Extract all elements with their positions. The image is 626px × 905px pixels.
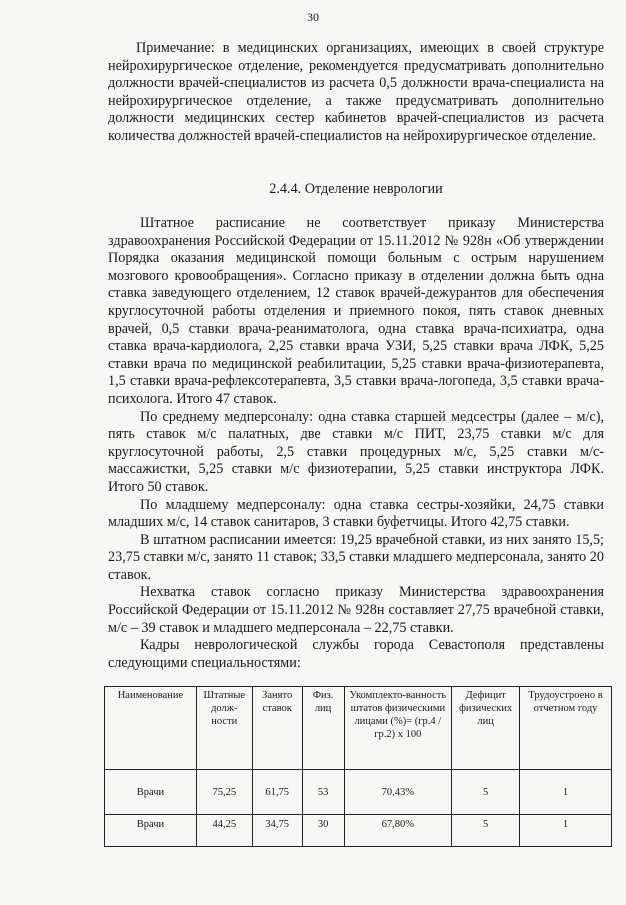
table-cell: 30 bbox=[302, 815, 344, 847]
page-number: 30 bbox=[307, 10, 319, 24]
table-row bbox=[105, 770, 612, 815]
header-name: Наименование bbox=[105, 687, 197, 770]
header-individuals: Физ. лиц bbox=[302, 687, 344, 770]
header-occupied: Занято ставок bbox=[252, 687, 302, 770]
table-cell: 1 bbox=[520, 815, 612, 847]
table-cell: 61,75 bbox=[252, 770, 302, 815]
table-row bbox=[105, 815, 612, 847]
table-cell: Врачи bbox=[105, 815, 197, 847]
table-cell: 5 bbox=[452, 815, 520, 847]
table-cell: 53 bbox=[302, 770, 344, 815]
paragraph-table-intro: Кадры неврологической службы города Севастополя представлены следующими специальностями: bbox=[108, 637, 604, 671]
paragraph-nursing: По среднему медперсоналу: одна ставка старшей медсестры (далее – м/с), пять ставок м/с палатных, две ставки м/с ПИТ, 23,75 ставки м/с для круглосуточной работы, 2,5 ставки процедурных м/с, 5,25 ставки м/с-массажистки, 5,25 ставки м/с физиотерапии, 5,25 ставки инструктора ЛФК. Итого 50 ставок. bbox=[108, 408, 604, 495]
header-positions: Штатные долж-ности bbox=[196, 687, 252, 770]
table-cell: 75,25 bbox=[196, 770, 252, 815]
header-staffing-rate: Укомплекто-ванность штатов физическими лицами (%)= (гр.4 / гр.2) х 100 bbox=[344, 687, 452, 770]
table-cell: Врачи bbox=[105, 770, 197, 815]
table-header-row bbox=[105, 687, 612, 770]
header-deficit: Дефицит физических лиц bbox=[452, 687, 520, 770]
table-cell: 67,80% bbox=[344, 815, 452, 847]
section-body bbox=[108, 215, 604, 672]
header-hired: Трудоустроено в отчетном году bbox=[520, 687, 612, 770]
table-cell: 5 bbox=[452, 770, 520, 815]
table-cell: 70,43% bbox=[344, 770, 452, 815]
table-cell: 44,25 bbox=[196, 815, 252, 847]
note-paragraph: Примечание: в медицинских организациях, имеющих в своей структуре нейрохирургическое отделение, рекомендуется предусматривать дополнительно должности врачей-специалистов из расчета 0,5 должности врача-специалиста на нейрохирургическое отделение, а также предусматривать дополнительно должности медицинских сестер кабинетов врачей-специалистов из расчета количества должностей врачей-специалистов на нейрохирургическое отделение. bbox=[108, 40, 604, 144]
paragraph-current-schedule: В штатном расписании имеется: 19,25 врачебной ставки, из них занято 15,5; 23,75 ставки м/с, занято 11 ставок; 33,5 ставки младшего медперсонала, занято 20 ставок. bbox=[108, 531, 604, 583]
paragraph-staffing: Штатное расписание не соответствует приказу Министерства здравоохранения Российской Федерации от 15.11.2012 № 928н «Об утверждении Порядка оказания медицинской помощи больным с острым нарушением мозгового кровообращения». Согласно приказу в отделении должна быть одна ставка заведующего отделением, 12 ставок врачей-дежурантов для обеспечения круглосуточной работы отделения и приемного покоя, пять ставок дневных врачей, 0,5 ставки врача-реаниматолога, одна ставка врача-психиатра, одна ставка врача-кардиолога, 2,25 ставки врача УЗИ, 5,25 ставки врача ЛФК, 5,25 ставки врача по медицинской реабилитации, 5,25 ставки врача-физиотерапевта, 1,5 ставки врача-рефлексотерапевта, 3,5 ставки врача-логопеда, 3,5 ставки врача-психолога. Итого 47 ставок. bbox=[108, 215, 604, 407]
paragraph-junior-staff: По младшему медперсоналу: одна ставка сестры-хозяйки, 24,75 ставки младших м/с, 14 ставок санитаров, 3 ставки буфетчицы. Итого 42,75 ставки. bbox=[108, 496, 604, 531]
table-cell: 1 bbox=[520, 770, 612, 815]
paragraph-shortage: Нехватка ставок согласно приказу Министерства здравоохранения Российской Федерации от 15.11.2012 № 928н составляет 27,75 врачебной ставки, м/с – 39 ставок и младшего медперсонала – 22,75 ставки. bbox=[108, 584, 604, 636]
table-cell: 34,75 bbox=[252, 815, 302, 847]
staff-table bbox=[104, 686, 612, 847]
section-heading: 2.4.4. Отделение неврологии bbox=[269, 181, 443, 197]
